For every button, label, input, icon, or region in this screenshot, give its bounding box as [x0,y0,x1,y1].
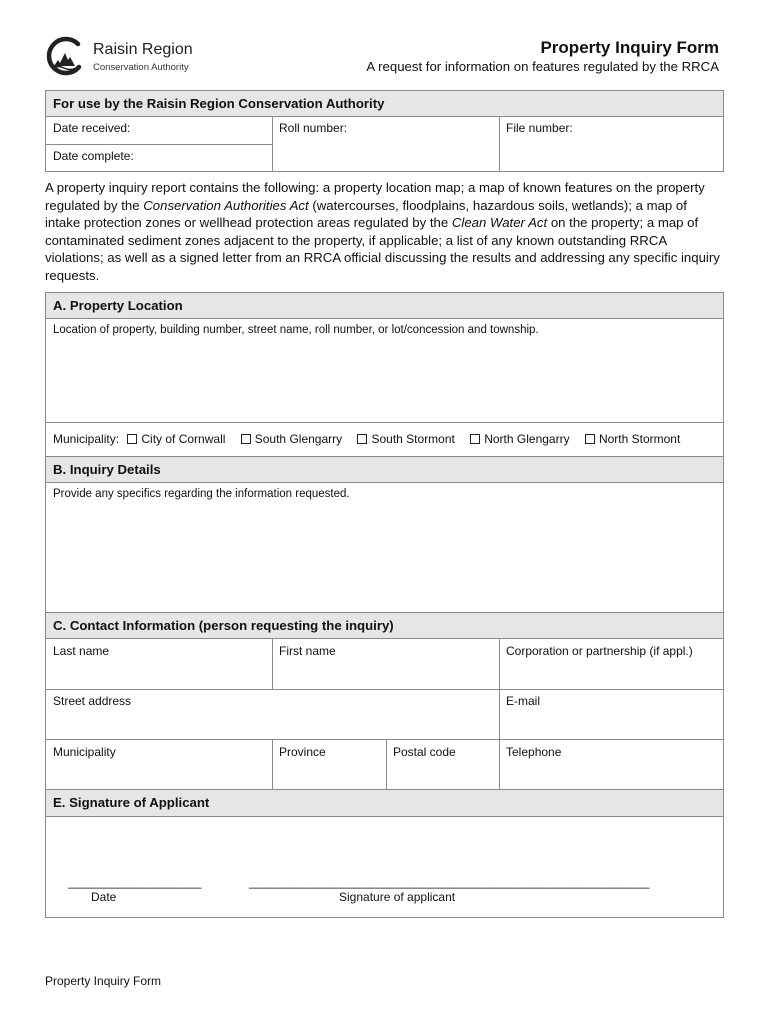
intro-text: (watercourses, floodplains, hazardous soils, wetlands); a map of intake protection zones or wellhead protection areas regulated by the [45,197,687,231]
option-label: South Glengarry [254,432,343,446]
signature-label: Signature of applicant [339,890,456,904]
inquiry-details-instructions: Provide any specifics regarding the information requested. [53,488,350,500]
property-location-input[interactable] [46,319,723,422]
checkbox-south-stormont[interactable] [357,432,454,446]
divider [272,639,273,689]
corporation-field[interactable]: Corporation or partnership (if appl.) [506,644,693,658]
section-e-heading: E. Signature of Applicant [46,790,723,817]
divider [272,739,273,791]
file-number-field[interactable]: File number: [506,121,573,135]
section-b-inquiry-details [45,456,724,613]
first-name-field[interactable]: First name [279,644,336,658]
province-field[interactable]: Province [279,745,326,759]
intro-text: on the property; a map of contaminated sediment zones adjacent to the property, if applicable; a list of any known outstanding RRCA violations; as well as a signed letter from an RRCA official discussing the results and addressing any specific inquiry requests. [45,215,720,283]
section-e-signature [45,789,724,918]
divider [46,689,723,690]
municipality-field[interactable]: Municipality [53,745,116,759]
section-a-heading: A. Property Location [46,293,723,319]
intro-act-name: Clean Water Act [451,215,548,231]
section-b-heading: B. Inquiry Details [46,457,723,483]
option-label: South Stormont [371,432,455,446]
checkbox-south-glengarry[interactable] [241,432,342,446]
municipality-row [46,423,723,457]
checkbox-north-glengarry[interactable] [470,432,569,446]
divider [272,117,273,172]
date-signature-line[interactable]: ____________________ [68,875,202,889]
property-location-instructions: Location of property, building number, street name, roll number, or lot/concession and township. [53,324,539,336]
divider [386,739,387,791]
org-subtitle: Conservation Authority [93,62,189,73]
divider [499,117,500,172]
intro-act-name: Conservation Authorities Act [143,197,309,213]
checkbox-city-of-cornwall[interactable] [122,432,225,446]
applicant-signature-line[interactable]: ____________________________________________________________ [249,875,650,889]
last-name-field[interactable]: Last name [53,644,110,658]
section-c-heading: C. Contact Information (person requesting the inquiry) [46,613,723,639]
org-name: Raisin Region [93,41,193,58]
section-a-property-location [45,292,724,457]
option-label: North Stormont [598,432,681,446]
option-label: City of Cornwall [141,432,226,446]
date-complete-field[interactable]: Date complete: [53,149,134,163]
roll-number-field[interactable]: Roll number: [279,121,348,135]
section-c-contact-information [45,612,724,790]
option-label: North Glengarry [484,432,570,446]
email-field[interactable]: E-mail [506,694,541,708]
intro-text: A property inquiry report contains the following: a property location map; a map of known features on the property regulated by the [45,180,705,213]
street-address-field[interactable]: Street address [53,694,132,708]
municipality-label: Municipality: [53,432,120,446]
form-subtitle: A request for information on features regulated by the RRCA [366,59,719,74]
divider [46,739,723,740]
postal-code-field[interactable]: Postal code [393,745,456,759]
telephone-field[interactable]: Telephone [506,745,562,759]
date-received-field[interactable]: Date received: [53,121,131,135]
intro-paragraph [45,179,725,285]
divider [499,639,500,791]
checkbox-north-stormont[interactable] [585,432,680,446]
date-label: Date [91,890,117,904]
divider [46,144,272,145]
office-use-heading: For use by the Raisin Region Conservation Authority [46,91,723,117]
rrca-logo [45,36,85,76]
office-use-box [45,90,724,172]
page-footer: Property Inquiry Form [45,974,162,988]
inquiry-details-input[interactable] [46,483,723,612]
form-title: Property Inquiry Form [540,38,719,57]
